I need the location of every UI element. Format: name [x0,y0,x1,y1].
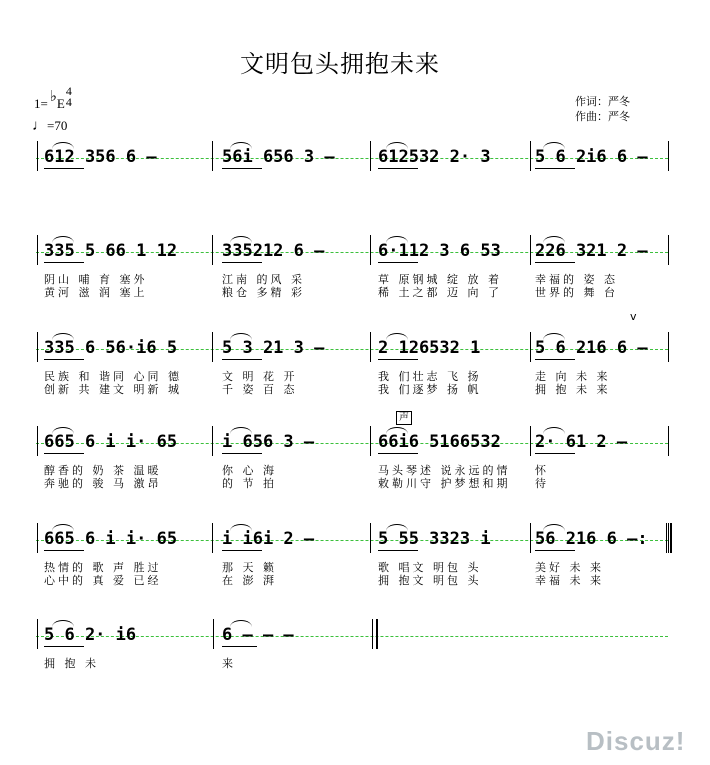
bar-line [37,141,38,171]
measure-notes: 612 356 6 – [44,147,157,167]
staff-system [0,432,710,490]
slur [386,236,408,243]
bar-line [213,619,214,649]
bar-line [530,332,531,362]
bar-line [668,141,669,171]
measure-notes: 5 6 216 6 – [535,338,648,358]
slur [52,427,74,434]
lyric-line-1: 民族 和 谐同 心同 德 [44,370,182,383]
lyric-line-1: 那 天 籁 [222,561,277,574]
slur [230,236,252,243]
beam-underline [378,359,418,360]
measure-notes: 2 126532 1 [378,338,481,358]
bar-line [668,332,669,362]
lyric-line-2: 敕勒川守 护梦想和期 [378,477,511,490]
lyric-line-2: 奔驰的 骏 马 激昂 [44,477,162,490]
lyric-line-2: 创新 共 建文 明新 城 [44,383,182,396]
beam-underline [222,646,257,647]
lyric-line-1: 热情的 歌 声 胜过 [44,561,162,574]
bar-line [212,141,213,171]
lyric-line-2: 我 们逐梦 扬 帆 [378,383,482,396]
measure-notes: 335212 6 – [222,241,325,261]
beam-underline [535,168,575,169]
lyric-line-2: 千 姿 百 态 [222,383,298,396]
beam-underline [378,168,418,169]
staff-system [0,625,710,670]
slur [230,333,252,340]
slur [386,524,408,531]
bar-line [212,523,213,553]
beam-underline [535,359,575,360]
bar-line [668,426,669,456]
bar-line [370,523,371,553]
lyric-line-1: 文 明 花 开 [222,370,298,383]
beam-underline [378,550,418,551]
lyric-line-1: 幸福的 姿 态 [535,273,618,286]
staff-system [0,338,710,396]
beam-underline [44,168,84,169]
staff-system [0,529,710,587]
slur [230,620,252,627]
beam-underline [378,453,418,454]
beam-underline [535,550,575,551]
watermark-logo: Discuz! [586,726,686,756]
bar-line [370,426,371,456]
slur [543,142,565,149]
measure-notes: 6 – – – [222,625,294,645]
key-note: E [56,96,65,111]
measure-notes: 6·112 3 6 53 [378,241,501,261]
slur [543,236,565,243]
measure-notes: 2· 61 2 – [535,432,628,452]
lyric-line-1: 江南 的风 采 [222,273,305,286]
lyric-line-1: 歌 唱文 明包 头 [378,561,482,574]
lyric-line-1: 怀 [535,464,549,477]
slur [52,333,74,340]
bar-line [530,235,531,265]
lyric-line-2: 待 [535,477,549,490]
measure-notes: i 656 3 – [222,432,315,452]
slur [543,427,565,434]
measure-notes: 226 321 2 – [535,241,648,261]
slur [230,427,252,434]
lyric-line-2: 世界的 舞 台 [535,286,618,299]
song-title: 文明包头拥抱未来 [240,50,440,78]
lyric-line-2: 拥 抱 未 来 [535,383,611,396]
lyric-line-1: 醇香的 奶 茶 温暖 [44,464,162,477]
slur [52,524,74,531]
lyric-line-1: 拥 抱 未 [44,657,99,670]
measure-notes: 5 55 3323 i [378,529,491,549]
bar-line [37,426,38,456]
lyric-line-1: 美好 未 来 [535,561,604,574]
beam-underline [222,359,262,360]
tempo-value: =70 [47,118,68,133]
beam-underline [222,262,262,263]
slur [52,142,74,149]
bar-line [530,523,531,553]
measure-notes: 56i 656 3 – [222,147,335,167]
slur [52,620,74,627]
measure-notes: 66i6 5166532 [378,432,501,452]
lyric-line-2: 稀 土之都 迈 向 了 [378,286,502,299]
measure-notes: 665 6 i i· 65 [44,432,178,452]
measure-notes: 612532 2· 3 [378,147,491,167]
beam-underline [535,262,575,263]
lyric-line-2: 拥 抱文 明包 头 [378,574,482,587]
measure-notes: 56 216 6 –: [535,529,648,549]
bar-line [37,235,38,265]
bar-line [37,332,38,362]
beam-underline [222,550,262,551]
breath-mark: v [630,310,637,323]
key-prefix: 1= [34,96,48,111]
lyric-line-2: 的 节 拍 [222,477,277,490]
repeat-bar-line [666,523,672,553]
beam-underline [535,453,575,454]
lyric-line-1: 来 [222,657,236,670]
key-signature [34,84,72,116]
voice-mark: 声 [396,411,412,425]
measure-notes: 5 3 21 3 – [222,338,325,358]
lyric-line-1: 阴山 哺 育 塞外 [44,273,148,286]
lyric-line-2: 心中的 真 爱 已经 [44,574,162,587]
beam-underline [44,359,84,360]
composer-credit: 作曲：严冬 [575,110,630,123]
lyric-line-2: 在 澎 湃 [222,574,277,587]
slur [543,333,565,340]
lyric-line-1: 走 向 未 来 [535,370,611,383]
bar-line [370,332,371,362]
bar-line [668,235,669,265]
bar-line [212,235,213,265]
time-signature [66,86,72,108]
slur [386,427,408,434]
slur [230,524,252,531]
time-top: 4 [65,84,72,99]
bar-line [530,141,531,171]
bar-line [370,235,371,265]
slur [52,236,74,243]
lyric-line-2: 黄河 滋 润 塞上 [44,286,148,299]
bar-line [372,619,378,649]
slur [386,142,408,149]
staff-system [0,147,710,167]
lyric-line-2: 粮仓 多精 彩 [222,286,305,299]
bar-line [212,426,213,456]
bar-line [37,523,38,553]
beam-underline [378,262,418,263]
measure-notes: 665 6 i i· 65 [44,529,178,549]
measure-notes: 335 5 66 1 12 [44,241,178,261]
beam-underline [44,646,84,647]
bar-line [37,619,38,649]
measure-notes: i i6i 2 – [222,529,315,549]
lyricist-credit: 作词：严冬 [575,95,630,108]
beam-underline [222,168,262,169]
beam-underline [44,453,84,454]
tempo-marking [32,118,67,135]
measure-notes: 5 6 2i6 6 – [535,147,648,167]
flat-sign: ♭ [49,89,57,105]
quarter-note-icon: ♩ [32,118,47,134]
measure-notes: 335 6 56·i6 5 [44,338,178,358]
lyric-line-1: 马头琴述 说永远的情 [378,464,511,477]
bar-line [530,426,531,456]
bar-line [212,332,213,362]
slur [230,142,252,149]
bar-line [370,141,371,171]
lyric-line-1: 草 原钢城 绽 放 着 [378,273,502,286]
lyric-line-1: 我 们壮志 飞 扬 [378,370,482,383]
slur [543,524,565,531]
slur [386,333,408,340]
beam-underline [44,550,84,551]
measure-notes: 5 6 2· i6 [44,625,137,645]
beam-underline [44,262,84,263]
beam-underline [222,453,262,454]
lyric-line-1: 你 心 海 [222,464,277,477]
staff-system [0,241,710,299]
lyric-line-2: 幸福 未 来 [535,574,604,587]
time-bottom: 4 [65,95,72,110]
